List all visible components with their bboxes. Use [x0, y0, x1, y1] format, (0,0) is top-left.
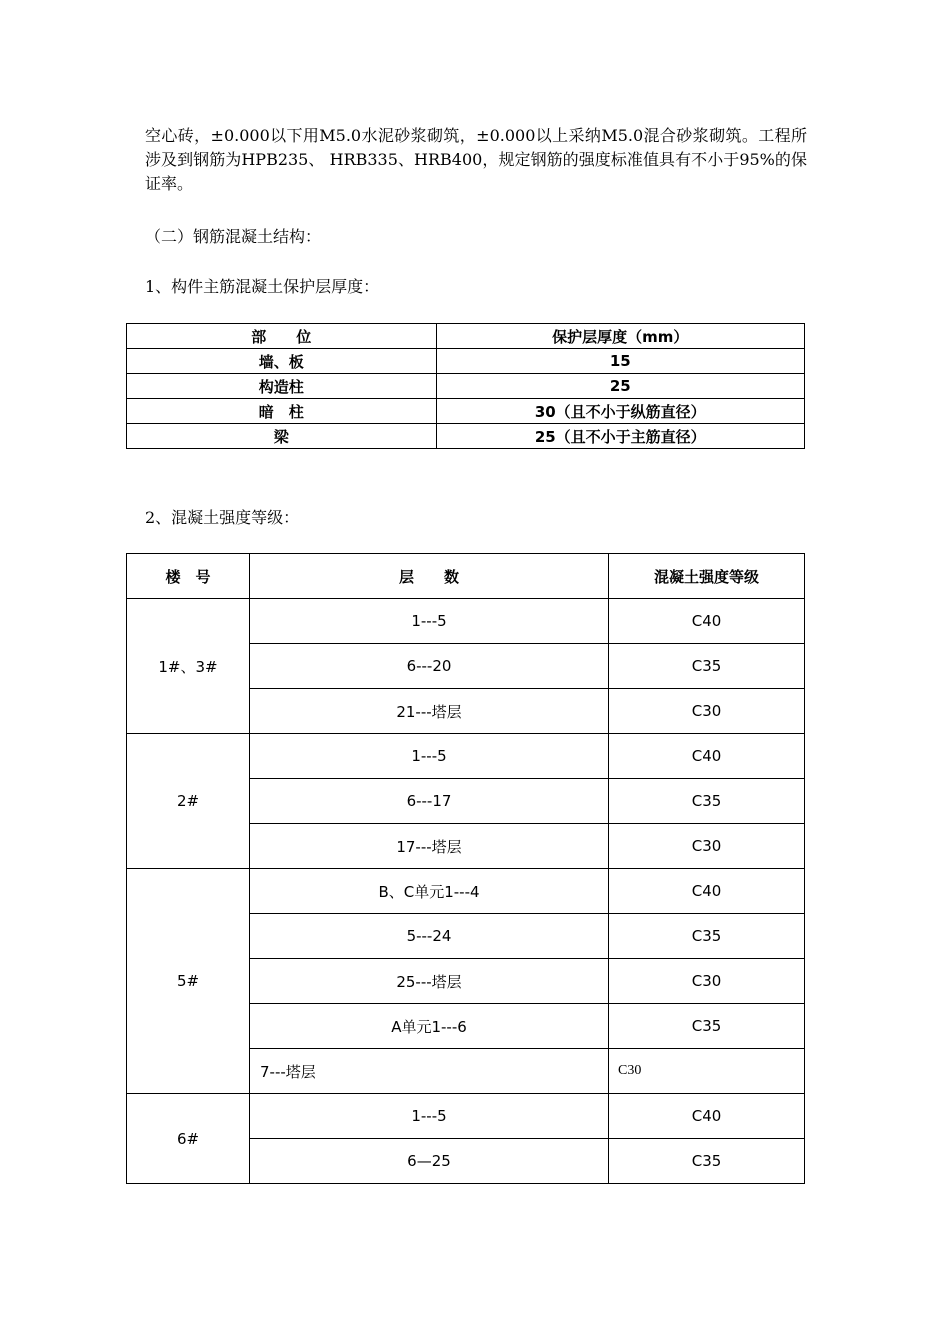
cell-building: 2# — [127, 734, 250, 869]
cell-floors: 17---塔层 — [250, 824, 609, 869]
header-floors: 层 数 — [250, 554, 609, 599]
table-row — [127, 1094, 805, 1139]
concrete-grade-table — [126, 553, 805, 1184]
cell-floors: 6---20 — [250, 644, 609, 689]
table-row — [127, 424, 805, 449]
table-header-row — [127, 554, 805, 599]
cell-grade: C35 — [609, 914, 805, 959]
cell-floors: 6—25 — [250, 1139, 609, 1184]
cell-grade: C30 — [609, 1049, 805, 1094]
header-building: 楼 号 — [127, 554, 250, 599]
cell-floors: 1---5 — [250, 734, 609, 779]
cell-position: 构造柱 — [127, 374, 437, 399]
intro-paragraph: 空心砖，±0.000以下用M5.0水泥砂浆砌筑，±0.000以上采纳M5.0混合砂浆砌筑。工程所涉及到钢筋为HPB235、 HRB335、HRB400，规定钢筋的强度标准值具有不小于95%的保证率。 — [145, 126, 807, 193]
cell-grade: C30 — [609, 959, 805, 1004]
cell-floors: 6---17 — [250, 779, 609, 824]
cell-grade: C30 — [609, 689, 805, 734]
table-row — [127, 349, 805, 374]
cell-floors: 1---5 — [250, 599, 609, 644]
cell-floors: B、C单元1---4 — [250, 869, 609, 914]
cell-thickness: 30（且不小于纵筋直径） — [436, 399, 804, 424]
cell-position: 暗 柱 — [127, 399, 437, 424]
cell-grade: C35 — [609, 1139, 805, 1184]
cell-position: 梁 — [127, 424, 437, 449]
table-row — [127, 869, 805, 914]
cell-building: 5# — [127, 869, 250, 1094]
cell-grade: C30 — [609, 824, 805, 869]
cover-thickness-table — [126, 323, 805, 449]
cell-thickness: 25 — [436, 374, 804, 399]
cell-floors: 25---塔层 — [250, 959, 609, 1004]
table-row — [127, 734, 805, 779]
cell-position: 墙、板 — [127, 349, 437, 374]
cell-floors: 1---5 — [250, 1094, 609, 1139]
cell-grade: C40 — [609, 1094, 805, 1139]
concrete-grade-title: 2、混凝土强度等级： — [145, 508, 300, 527]
cell-grade: C40 — [609, 869, 805, 914]
cell-grade: C35 — [609, 779, 805, 824]
cell-floors: 5---24 — [250, 914, 609, 959]
cover-thickness-title: 1、构件主筋混凝土保护层厚度： — [145, 277, 380, 296]
cell-grade: C35 — [609, 644, 805, 689]
cell-floors: 7---塔层 — [250, 1049, 609, 1094]
cell-building: 6# — [127, 1094, 250, 1184]
header-grade: 混凝土强度等级 — [609, 554, 805, 599]
section-title-reinforced-concrete: （二）钢筋混凝土结构： — [145, 227, 322, 246]
cell-floors: 21---塔层 — [250, 689, 609, 734]
header-cover-thickness: 保护层厚度（mm） — [436, 324, 804, 349]
cell-thickness: 15 — [436, 349, 804, 374]
cell-grade: C35 — [609, 1004, 805, 1049]
table-row — [127, 399, 805, 424]
header-position: 部 位 — [127, 324, 437, 349]
table-row — [127, 374, 805, 399]
cell-building: 1#、3# — [127, 599, 250, 734]
table-row — [127, 599, 805, 644]
cell-grade: C40 — [609, 734, 805, 779]
cell-grade: C40 — [609, 599, 805, 644]
cell-thickness: 25（且不小于主筋直径） — [436, 424, 804, 449]
cell-floors: A单元1---6 — [250, 1004, 609, 1049]
table-header-row — [127, 324, 805, 349]
